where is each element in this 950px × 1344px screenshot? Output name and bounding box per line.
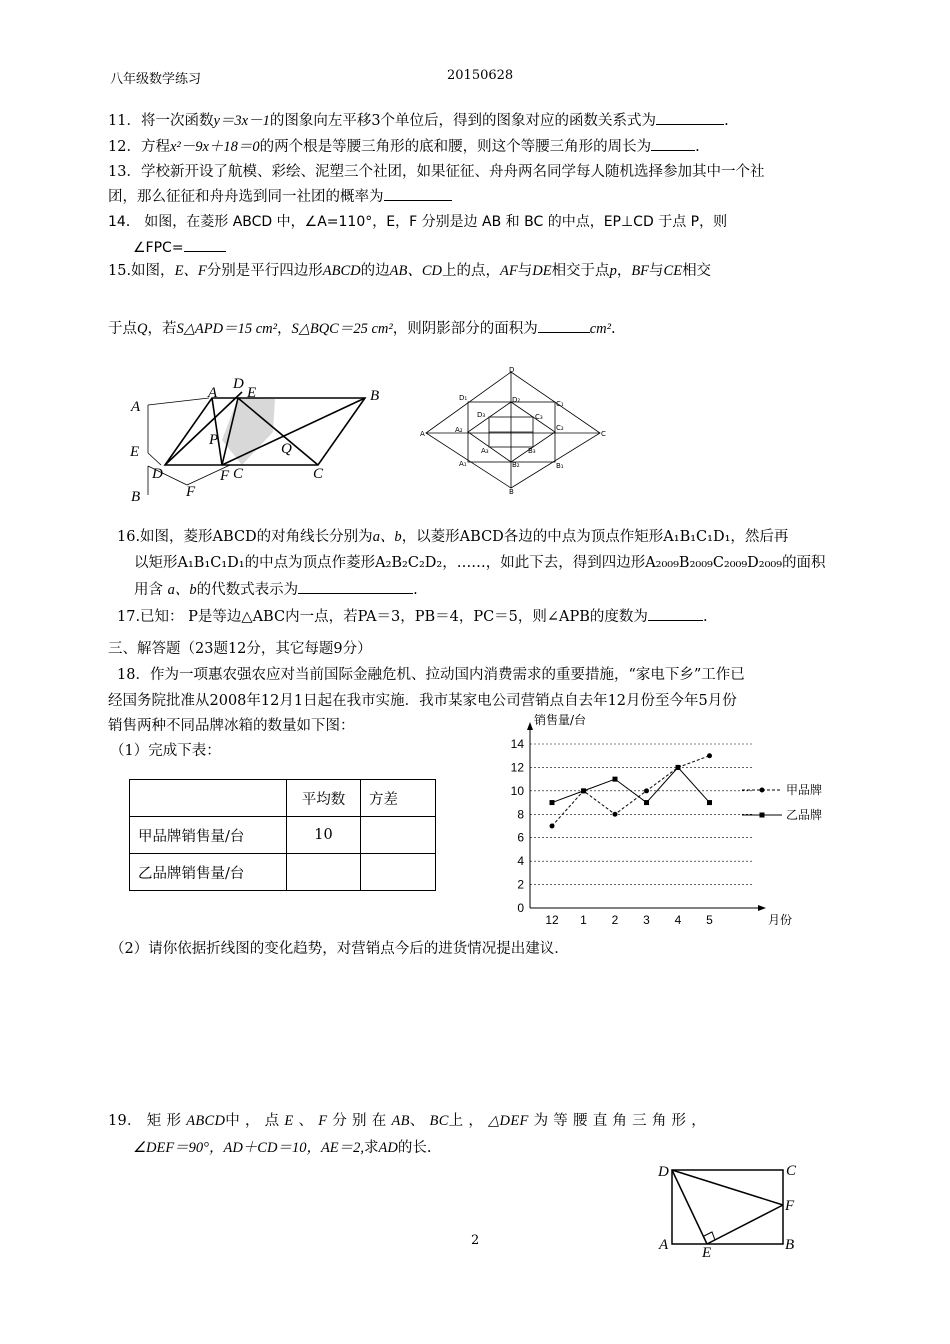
fig1-label-A: A — [208, 385, 218, 401]
nested-rhombus-figure — [418, 366, 608, 494]
question-18-line3: 销售两种不同品牌冰箱的数量如下图： — [108, 718, 355, 734]
question-16-line2: 以矩形A₁B₁C₁D₁的中点为顶点作菱形A₂B₂C₂D₂，……，如此下去，得到四边形A₂₀₀₉B₂₀₀₉C₂₀₀₉D₂₀₀₉的面积 — [134, 555, 826, 571]
fig2-label-D2: D₂ — [512, 396, 521, 404]
x-tick-label: 4 — [674, 913, 682, 927]
fig2-label-B2: B₂ — [512, 461, 520, 469]
answer-blank-11[interactable] — [656, 110, 724, 125]
y-tick-label: 8 — [517, 807, 524, 822]
data-point-yi — [581, 788, 586, 793]
y-tick-label: 10 — [510, 783, 524, 798]
y-tick-label: 0 — [517, 901, 524, 915]
question-18-part2: （2）请你依据折线图的变化趋势，对营销点今后的进货情况提出建议． — [110, 941, 569, 957]
question-13-line2: 团，那么征征和舟舟选到同一社团的概率为 — [108, 186, 452, 207]
fig1-label-E-left: E — [130, 444, 140, 460]
question-16-line1: 16.如图，菱形ABCD的对角线长分别为a、b，以菱形ABCD各边的中点为顶点作矩形A₁B₁C₁D₁，然后再 — [117, 529, 789, 545]
y-axis-arrow — [527, 722, 533, 730]
data-point-yi — [676, 765, 681, 770]
table-cell[interactable]: 10 — [287, 817, 361, 854]
question-18-line2: 经国务院批准从2008年12月1日起在我市实施．我市某家电公司营销点自去年12月份至今年5月份 — [108, 693, 737, 709]
fig2-label-A2: A₂ — [455, 426, 463, 434]
rectangle-figure — [655, 1158, 805, 1258]
table-header-cell: 方差 — [361, 780, 436, 817]
fig3-label-D: D — [658, 1164, 669, 1180]
data-point-jia — [613, 812, 618, 817]
fig1-label-B: B — [370, 388, 380, 404]
question-19-line2: ∠DEF＝90°，AD＋CD＝10，AE＝2,求AD的长. — [133, 1140, 432, 1156]
table-header-cell — [130, 780, 287, 817]
fig2-label-A: A — [420, 430, 425, 438]
y-tick-label: 14 — [510, 737, 524, 751]
y-tick-label: 12 — [510, 760, 524, 775]
answer-blank-13[interactable] — [384, 186, 452, 201]
fig1-label-P: P — [209, 432, 219, 448]
fig2-label-D3: D₃ — [477, 411, 486, 419]
table-cell[interactable] — [361, 854, 436, 891]
answer-blank-16[interactable] — [298, 579, 413, 594]
section-3-title: 三、解答题（23题12分，其它每题9分） — [108, 641, 372, 657]
table-cell[interactable] — [287, 854, 361, 891]
y-axis-label: 销售量/台 — [534, 713, 587, 727]
question-18-line1: 18．作为一项惠农强农应对当前国际金融危机、拉动国内消费需求的重要措施，“家电下乡”工作已 — [117, 667, 745, 683]
data-point-yi — [550, 800, 555, 805]
answer-blank-17[interactable] — [648, 606, 703, 621]
fig1-label-A-left: A — [131, 399, 141, 415]
fig2-label-D1: D₁ — [459, 394, 468, 402]
fig2-label-B3: B₃ — [528, 447, 536, 455]
page-number: 2 — [471, 1233, 480, 1248]
fig1-label-C-small: C — [233, 466, 244, 482]
question-15-line2: 于点Q，若S△APD＝15 cm²，S△BQC＝25 cm²，则阴影部分的面积为 cm². — [108, 318, 616, 339]
answer-blank-14[interactable] — [184, 237, 226, 252]
x-tick-label: 12 — [545, 913, 559, 927]
fig3-label-C: C — [786, 1163, 797, 1179]
header-date: 20150628 — [447, 68, 514, 83]
fig2-label-B1: B₁ — [556, 462, 564, 470]
table-cell[interactable] — [361, 817, 436, 854]
question-12: 12．方程x²－9x＋18＝0的两个根是等腰三角形的底和腰，则这个等腰三角形的周长为 . — [108, 136, 700, 157]
x-axis-arrow — [758, 905, 766, 911]
fig1-label-Q: Q — [281, 441, 292, 457]
fig1-label-B-left: B — [131, 489, 141, 505]
fig3-label-F: F — [785, 1198, 795, 1214]
fig1-label-F: F — [220, 468, 230, 484]
question-11: 11．将一次函数y＝3x－1的图象向左平移3个单位后，得到的图象对应的函数关系式为 . — [108, 110, 729, 131]
fig2-label-C1: C₁ — [556, 400, 564, 408]
data-point-jia — [644, 788, 649, 793]
legend-marker — [760, 813, 765, 818]
fig2-label-B: B — [509, 488, 514, 494]
legend-label: 甲品牌 — [786, 783, 823, 797]
question-18-part1: （1）完成下表： — [110, 743, 221, 759]
question-13-line1: 13．学校新开设了航模、彩绘、泥塑三个社团，如果征征、舟舟两名同学每人随机选择参加其中一个社 — [108, 164, 765, 180]
data-point-jia — [707, 753, 712, 758]
data-point-yi — [613, 777, 618, 782]
table-cell: 甲品牌销售量/台 — [130, 817, 287, 854]
x-tick-label: 1 — [580, 913, 587, 927]
data-point-yi — [644, 800, 649, 805]
fig1-label-C: C — [313, 466, 324, 482]
data-point-yi — [707, 800, 712, 805]
y-tick-label: 2 — [517, 877, 524, 892]
fig1-label-E-top: E — [247, 385, 257, 401]
question-14-line2: ∠FPC= — [133, 237, 226, 258]
series-line-yi — [552, 767, 710, 802]
fig1-label-F-bottom: F — [186, 484, 196, 500]
table-header-cell: 平均数 — [287, 780, 361, 817]
y-tick-label: 4 — [517, 854, 524, 869]
table-cell: 乙品牌销售量/台 — [130, 854, 287, 891]
data-point-jia — [550, 824, 555, 829]
legend-label: 乙品牌 — [786, 808, 823, 822]
fig1-label-D: D — [152, 466, 163, 482]
x-tick-label: 2 — [611, 913, 619, 927]
sales-line-chart — [500, 710, 830, 935]
answer-blank-15[interactable] — [538, 318, 590, 333]
table-header-row — [130, 780, 436, 817]
question-14-line1: 14． 如图，在菱形 ABCD 中，∠A=110°，E，F 分别是边 AB 和 BC 的中点，EP⊥CD 于点 P，则 — [108, 214, 728, 230]
fig2-label-D: D — [509, 366, 515, 374]
x-axis-label: 月份 — [768, 913, 793, 927]
fig2-label-C3: C₃ — [535, 413, 543, 421]
answer-blank-12[interactable] — [651, 136, 695, 151]
fig3-label-A: A — [659, 1237, 669, 1253]
fig1-label-D-top: D — [233, 376, 244, 392]
question-15-line1: 15.如图，E、F分别是平行四边形ABCD的边AB、CD上的点，AF与DE相交于点p，BF与CE相交 — [108, 263, 712, 279]
y-tick-label: 6 — [517, 830, 524, 845]
fig3-label-B: B — [785, 1237, 795, 1253]
table-row — [130, 817, 436, 854]
fig2-label-A1: A₁ — [459, 460, 467, 468]
table-row — [130, 854, 436, 891]
question-17: 17.已知： P是等边△ABC内一点，若PA＝3，PB＝4，PC＝5，则∠APB的度数为 . — [117, 606, 708, 627]
question-19-line1: 19． 矩 形 ABCD中 ， 点 E 、 F 分 别 在 AB、 BC上 ， △DEF 为 等 腰 直 角 三 角 形 ， — [108, 1113, 707, 1129]
header-left: 八年级数学练习 — [110, 72, 202, 87]
fig2-label-C2: C₂ — [556, 424, 564, 432]
stats-table — [129, 779, 436, 891]
x-tick-label: 5 — [706, 913, 713, 927]
x-tick-label: 3 — [643, 913, 650, 927]
fig3-label-E: E — [702, 1245, 712, 1258]
fig2-label-A3: A₃ — [481, 447, 489, 455]
parallelogram-figure — [125, 370, 395, 505]
question-16-line3: 用含 a、b的代数式表示为 . — [134, 579, 418, 600]
legend-marker — [760, 788, 765, 793]
fig2-label-C: C — [601, 430, 606, 438]
